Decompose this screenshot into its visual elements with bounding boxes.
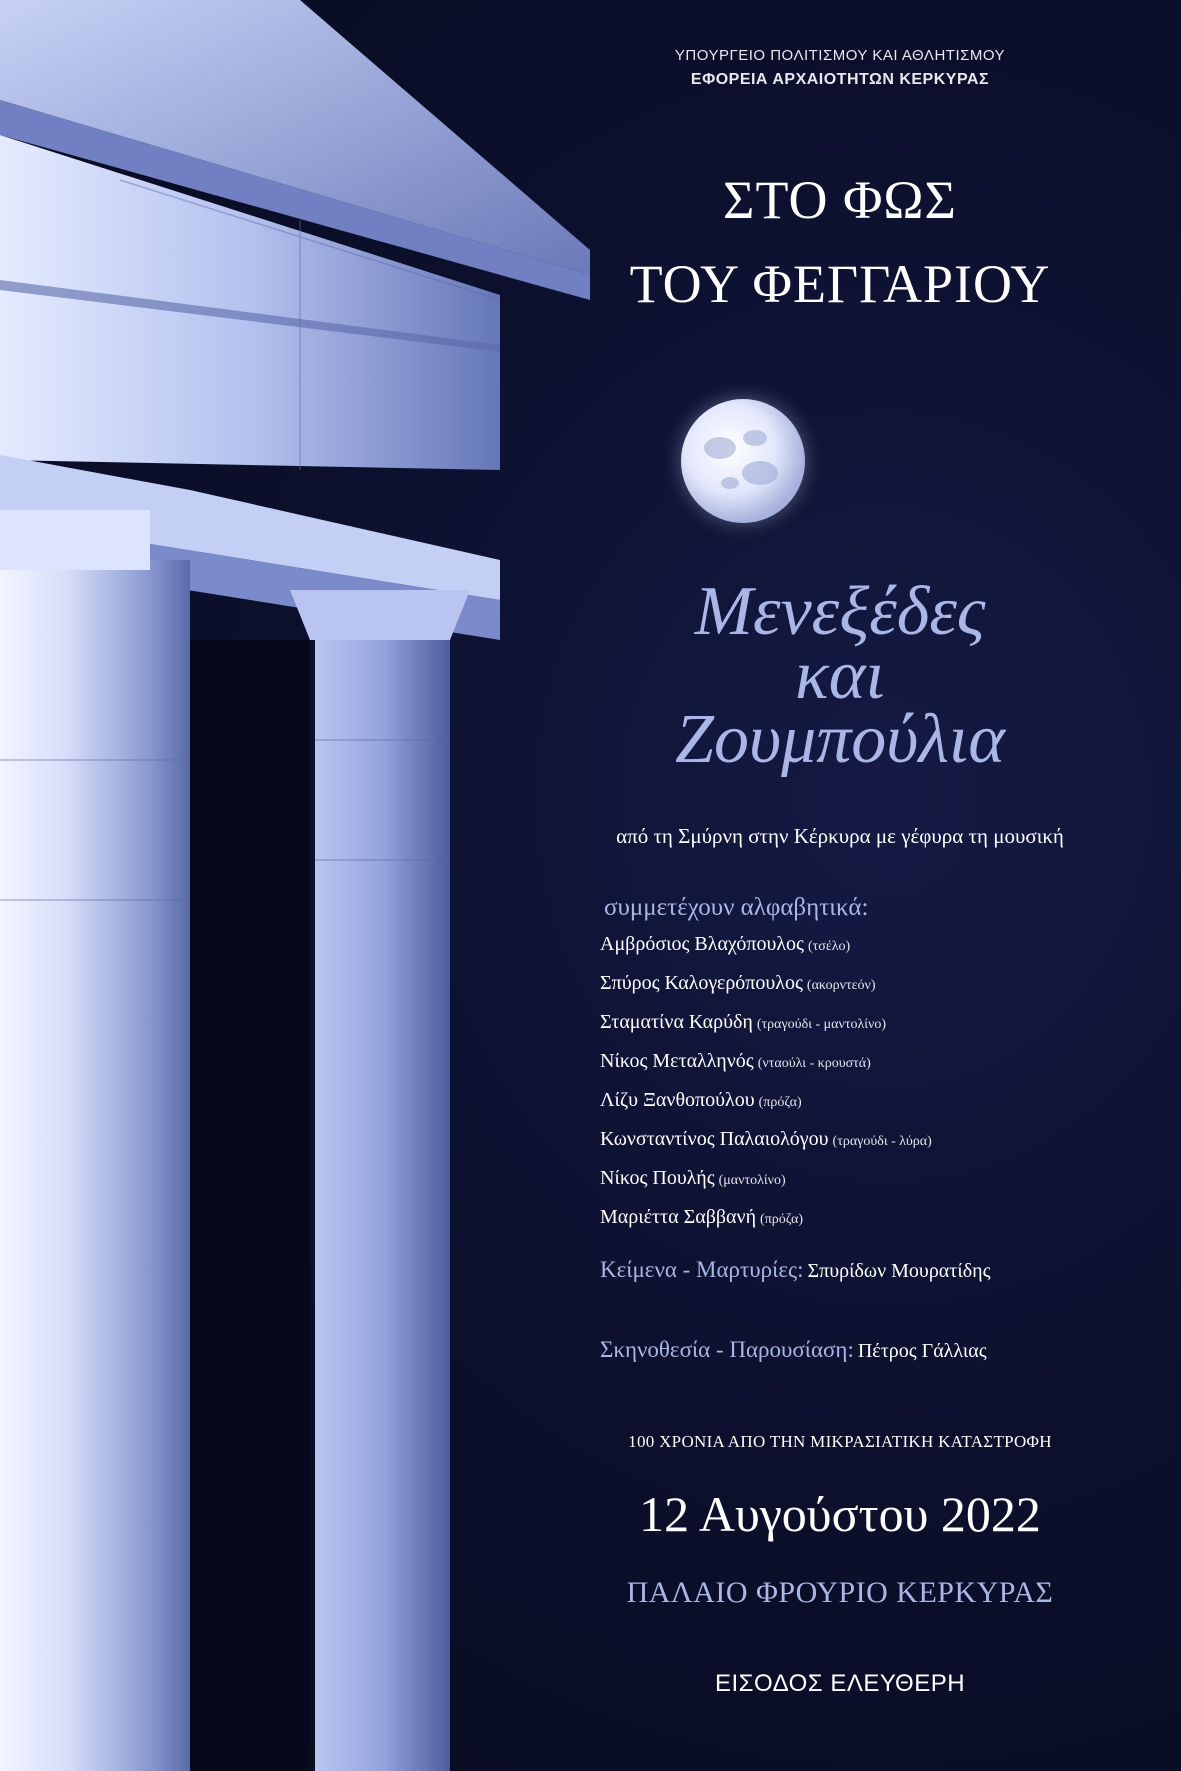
participant (600, 1121, 1140, 1160)
series-title (560, 158, 1120, 326)
participant-role: (ακορντεόν) (806, 978, 876, 993)
participant-role: (νταούλι - κρουστά) (757, 1056, 871, 1071)
participant-name: Νίκος Πουλής (600, 1167, 715, 1189)
moon-icon (660, 378, 826, 544)
anniversary-note: 100 ΧΡΟΝΙΑ ΑΠΟ ΤΗΝ ΜΙΚΡΑΣΙΑΤΙΚΗ ΚΑΤΑΣΤΡΟΦΗ (628, 1432, 1052, 1451)
participant-name: Λίζυ Ξανθοπούλου (600, 1089, 755, 1111)
show-title (600, 573, 1080, 778)
participant (600, 1004, 1140, 1043)
participant (600, 1199, 1140, 1238)
credit-texts-value: Σπυρίδων Μουρατίδης (807, 1260, 991, 1282)
credit-texts (600, 1257, 1140, 1283)
participant-name: Νίκος Μεταλληνός (600, 1050, 754, 1072)
participant-role: (πρόζα) (760, 1212, 804, 1227)
participant-role: (τραγούδι - μαντολίνο) (756, 1017, 886, 1032)
series-title-line-1: ΣΤΟ ΦΩΣ (723, 170, 957, 230)
show-title-line-1: Μενεξέδες (694, 573, 986, 650)
participant (600, 1043, 1140, 1082)
participant-name: Μαριέττα Σαββανή (600, 1206, 757, 1228)
participant-name: Σπύρος Καλογερόπουλος (600, 972, 803, 994)
participant (600, 965, 1140, 1004)
participant-role: (μαντολίνο) (718, 1173, 786, 1188)
participant-role: (τραγούδι - λύρα) (832, 1134, 932, 1149)
organizer (560, 44, 1120, 92)
participants-list (600, 926, 1140, 1238)
participant-name: Κωνσταντίνος Παλαιολόγου (600, 1128, 829, 1150)
event-date: 12 Αυγούστου 2022 (639, 1486, 1041, 1542)
participant (600, 1082, 1140, 1121)
participant-name: Αμβρόσιος Βλαχόπουλος (600, 933, 804, 955)
show-subtitle: από τη Σμύρνη στην Κέρκυρα με γέφυρα τη μουσική (616, 824, 1064, 848)
credit-direction-value: Πέτρος Γάλλιας (857, 1340, 987, 1362)
credit-direction-label: Σκηνοθεσία - Παρουσίαση: (600, 1337, 854, 1362)
credit-texts-label: Κείμενα - Μαρτυρίες: (600, 1257, 804, 1282)
participant-name: Σταματίνα Καρύδη (600, 1011, 753, 1033)
series-title-line-2: ΤΟΥ ΦΕΓΓΑΡΙΟΥ (629, 254, 1051, 314)
participant-role: (τσέλο) (807, 939, 851, 954)
free-entry-note: ΕΙΣΟΔΟΣ ΕΛΕΥΘΕΡΗ (714, 1670, 966, 1697)
participant-role: (πρόζα) (758, 1095, 802, 1110)
participants-section (600, 894, 1140, 1238)
participants-heading: συμμετέχουν αλφαβητικά: (604, 894, 869, 921)
participant (600, 926, 1140, 965)
credit-direction (600, 1337, 1140, 1363)
show-title-line-2: και (795, 637, 885, 714)
event-venue: ΠΑΛΑΙΟ ΦΡΟΥΡΙΟ ΚΕΡΚΥΡΑΣ (626, 1576, 1054, 1609)
ephorate-name: ΕΦΟΡΕΙΑ ΑΡΧΑΙΟΤΗΤΩΝ ΚΕΡΚΥΡΑΣ (690, 71, 990, 88)
participant (600, 1160, 1140, 1199)
show-title-line-3: Ζουμπούλια (675, 701, 1005, 778)
ministry-name: ΥΠΟΥΡΓΕΙΟ ΠΟΛΙΤΙΣΜΟΥ ΚΑΙ ΑΘΛΗΤΙΣΜΟΥ (674, 47, 1006, 64)
